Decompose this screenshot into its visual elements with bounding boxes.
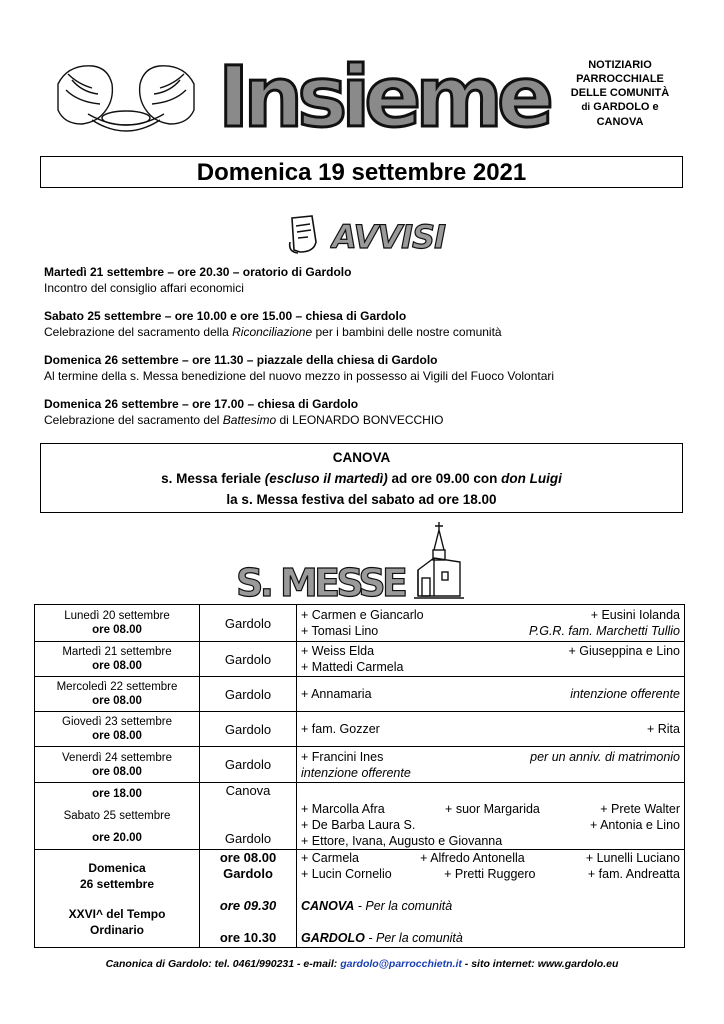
table-row: Mercoledì 22 settembre ore 08.00 Gardolo + Annamaria intenzione offerente	[35, 677, 685, 712]
bulletin-date: Domenica 19 settembre 2021	[40, 156, 683, 188]
masthead-insieme	[214, 50, 558, 138]
avviso-item: Martedì 21 settembre – ore 20.30 – oratorio di Gardolo Incontro del consiglio affari economici	[44, 265, 352, 295]
avviso-item: Sabato 25 settembre – ore 10.00 e ore 15.00 – chiesa di Gardolo Celebrazione del sacramento della Riconciliazione per i bambini delle nostre comunità	[44, 309, 502, 339]
table-row: Giovedì 23 settembre ore 08.00 Gardolo + fam. Gozzer + Rita	[35, 712, 685, 747]
scroll-icon	[286, 212, 322, 256]
messe-title	[234, 556, 414, 604]
svg-text:S. MESSE: S. MESSE	[236, 561, 408, 604]
avvisi-list	[44, 264, 694, 440]
avviso-item: Domenica 26 settembre – ore 11.30 – piazzale della chiesa di Gardolo Al termine della s. Messa benedizione del nuovo mezzo in possesso ai Vigili del Fuoco Volontari	[44, 353, 555, 383]
table-row: Venerdì 24 settembre ore 08.00 Gardolo + Francini Ines per un anniv. di matrimonio intenzione offerente	[35, 747, 685, 783]
notiziario-label: NOTIZIARIO PARROCCHIALE DELLE COMUNITÀ di GARDOLO e CANOVA	[570, 59, 670, 128]
table-row: ore 18.00 Sabato 25 settembre ore 20.00 Canova Gardolo + Marcolla Afra + suor Margarida + Prete Walter + De Barba Laura S. + Antonia e Lino + Ettore, Ivana, Augusto e Giovanna	[35, 783, 685, 850]
masthead-title: Insieme	[218, 50, 554, 138]
canova-notice: CANOVA s. Messa feriale (escluso il martedì) ad ore 09.00 con don Luigi la s. Messa festiva del sabato ad ore 18.00	[40, 443, 683, 513]
svg-text:AVVISI: AVVISI	[332, 218, 446, 256]
contact-footer: Canonica di Gardolo: tel. 0461/990231 - e-mail: gardolo@parrocchietn.it - sito internet: www.gardolo.eu	[105, 958, 619, 970]
avviso-item: Domenica 26 settembre – ore 17.00 – chiesa di Gardolo Celebrazione del sacramento del Battesimo di LEONARDO BONVECCHIO	[44, 397, 444, 427]
messe-table	[34, 604, 685, 948]
table-row: Lunedì 20 settembre ore 08.00 Gardolo + Carmen e Giancarlo + Eusini Iolanda + Tomasi Lino P.G.R. fam. Marchetti Tullio	[35, 605, 685, 642]
church-icon	[414, 520, 464, 600]
table-row: Martedì 21 settembre ore 08.00 Gardolo + Weiss Elda + Giuseppina e Lino + Mattedi Carmela	[35, 642, 685, 677]
avvisi-title	[330, 212, 450, 256]
hands-logo	[48, 44, 204, 144]
email-link[interactable]: gardolo@parrocchietn.it	[340, 958, 462, 970]
table-row: Domenica 26 settembre XXVI^ del Tempo Ordinario ore 08.00 Gardolo ore 09.30 ore 10.30 + Carmela + Alfredo Antonella + Lunelli Luciano + Lucin Cornelio + Pretti Ruggero + fam. Andreatta CANOVA - Per la comunità GARDOLO - Per la comunità	[35, 850, 685, 948]
